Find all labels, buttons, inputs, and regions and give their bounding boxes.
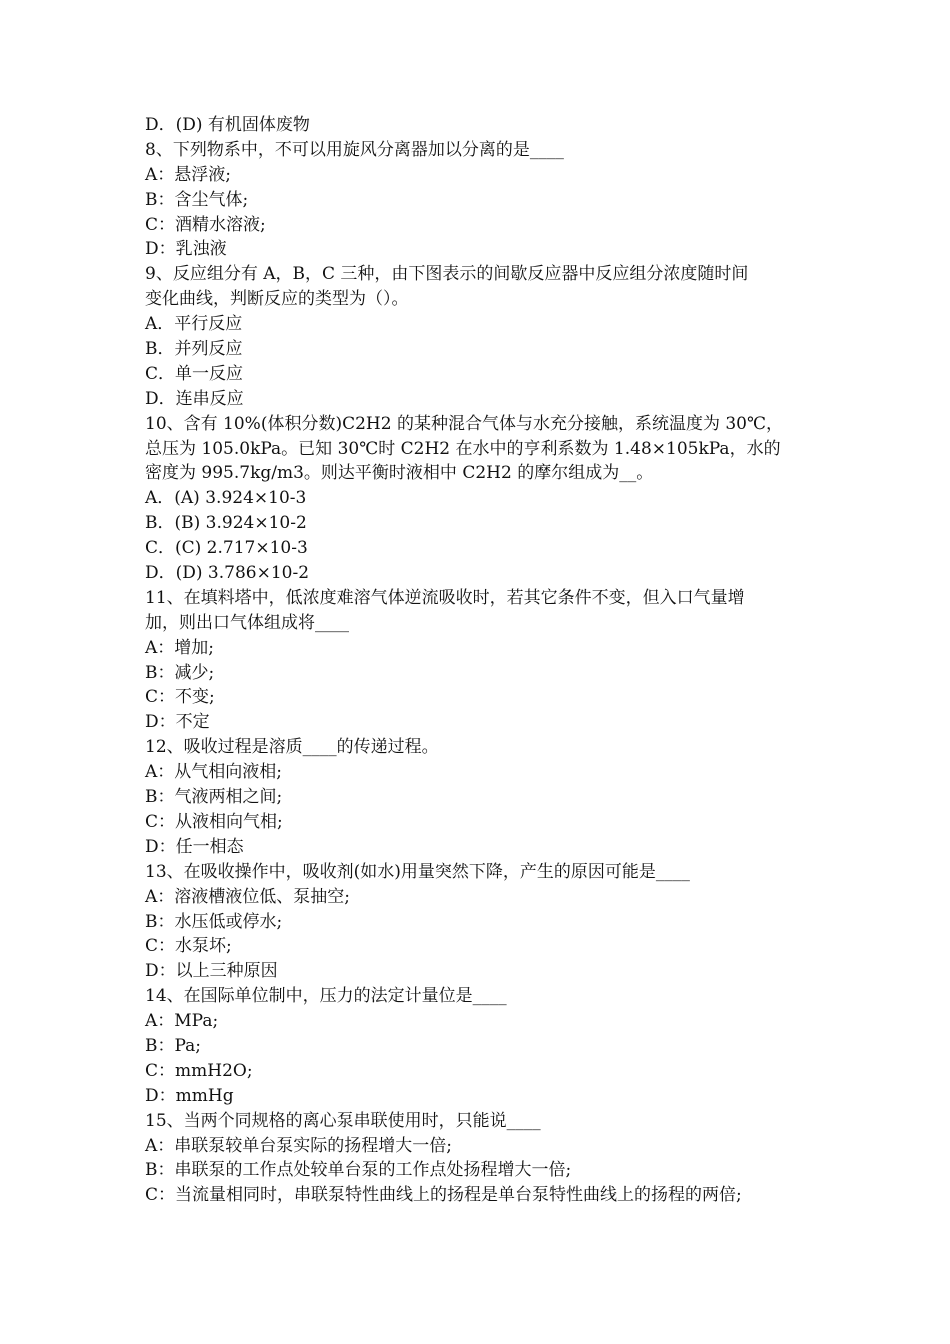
question-line: 加，则出口气体组成将____: [145, 612, 349, 633]
option-line: B：减少;: [145, 662, 215, 683]
option-line: A．平行反应: [145, 314, 243, 335]
option-line: A：从气相向液相;: [145, 762, 283, 783]
question-line: 12、吸收过程是溶质____的传递过程。: [145, 737, 439, 758]
option-line: D：以上三种原因: [145, 961, 278, 982]
option-line: D．(D) 3.786×10-2: [145, 563, 310, 584]
option-line: B：Pa;: [145, 1035, 202, 1056]
option-line: B：水压低或停水;: [145, 911, 283, 932]
option-line: C：从液相向气相;: [145, 811, 283, 832]
option-line: B：气液两相之间;: [145, 787, 283, 808]
option-line: B：含尘气体;: [145, 189, 249, 210]
question-line: 8、下列物系中，不可以用旋风分离器加以分离的是____: [145, 139, 564, 160]
option-line: A：增加;: [145, 637, 215, 658]
option-line: D：任一相态: [145, 836, 244, 857]
option-line: C．(C) 2.717×10-3: [145, 538, 308, 559]
option-line: C．单一反应: [145, 363, 244, 384]
option-line: B．(B) 3.924×10-2: [145, 513, 307, 534]
option-line: C：不变;: [145, 687, 215, 708]
question-line: 13、在吸收操作中，吸收剂(如水)用量突然下降，产生的原因可能是____: [145, 861, 690, 882]
option-line: C：酒精水溶液;: [145, 214, 266, 235]
option-line: A：悬浮液;: [145, 164, 232, 185]
option-line: A．(A) 3.924×10-3: [145, 488, 307, 509]
option-line: C：水泵坏;: [145, 936, 232, 957]
question-line: 10、含有 10%(体积分数)C2H2 的某种混合气体与水充分接触，系统温度为 30℃，: [145, 413, 784, 434]
option-line: A：MPa;: [145, 1011, 219, 1032]
question-line: 11、在填料塔中，低浓度难溶气体逆流吸收时，若其它条件不变，但入口气量增: [145, 587, 745, 608]
option-line: D：mmHg: [145, 1085, 234, 1106]
option-line: C：mmH2O;: [145, 1060, 253, 1081]
option-line: A：溶液槽液位低、泵抽空;: [145, 886, 351, 907]
question-line: 9、反应组分有 A，B，C 三种，由下图表示的间歇反应器中反应组分浓度随时间: [145, 264, 749, 285]
option-line: B：串联泵的工作点处较单台泵的工作点处扬程增大一倍;: [145, 1160, 572, 1181]
option-line: D：不定: [145, 712, 210, 733]
question-line: 14、在国际单位制中，压力的法定计量位是____: [145, 986, 507, 1007]
option-line: D：乳浊液: [145, 239, 227, 260]
question-line: 15、当两个同规格的离心泵串联使用时，只能说____: [145, 1110, 541, 1131]
option-line: B．并列反应: [145, 339, 243, 360]
question-line: 变化曲线，判断反应的类型为（）。: [145, 289, 409, 310]
option-line: C：当流量相同时，串联泵特性曲线上的扬程是单台泵特性曲线上的扬程的两倍;: [145, 1185, 742, 1206]
option-line: A：串联泵较单台泵实际的扬程增大一倍;: [145, 1135, 453, 1156]
option-line: D．(D) 有机固体废物: [145, 115, 310, 135]
question-line: 总压为 105.0kPa。已知 30℃时 C2H2 在水中的亨利系数为 1.48×105kPa，水的: [145, 438, 781, 459]
option-line: D．连串反应: [145, 388, 244, 409]
document-body: [145, 113, 810, 1208]
question-line: 密度为 995.7kg/m3。则达平衡时液相中 C2H2 的摩尔组成为__。: [145, 463, 654, 484]
